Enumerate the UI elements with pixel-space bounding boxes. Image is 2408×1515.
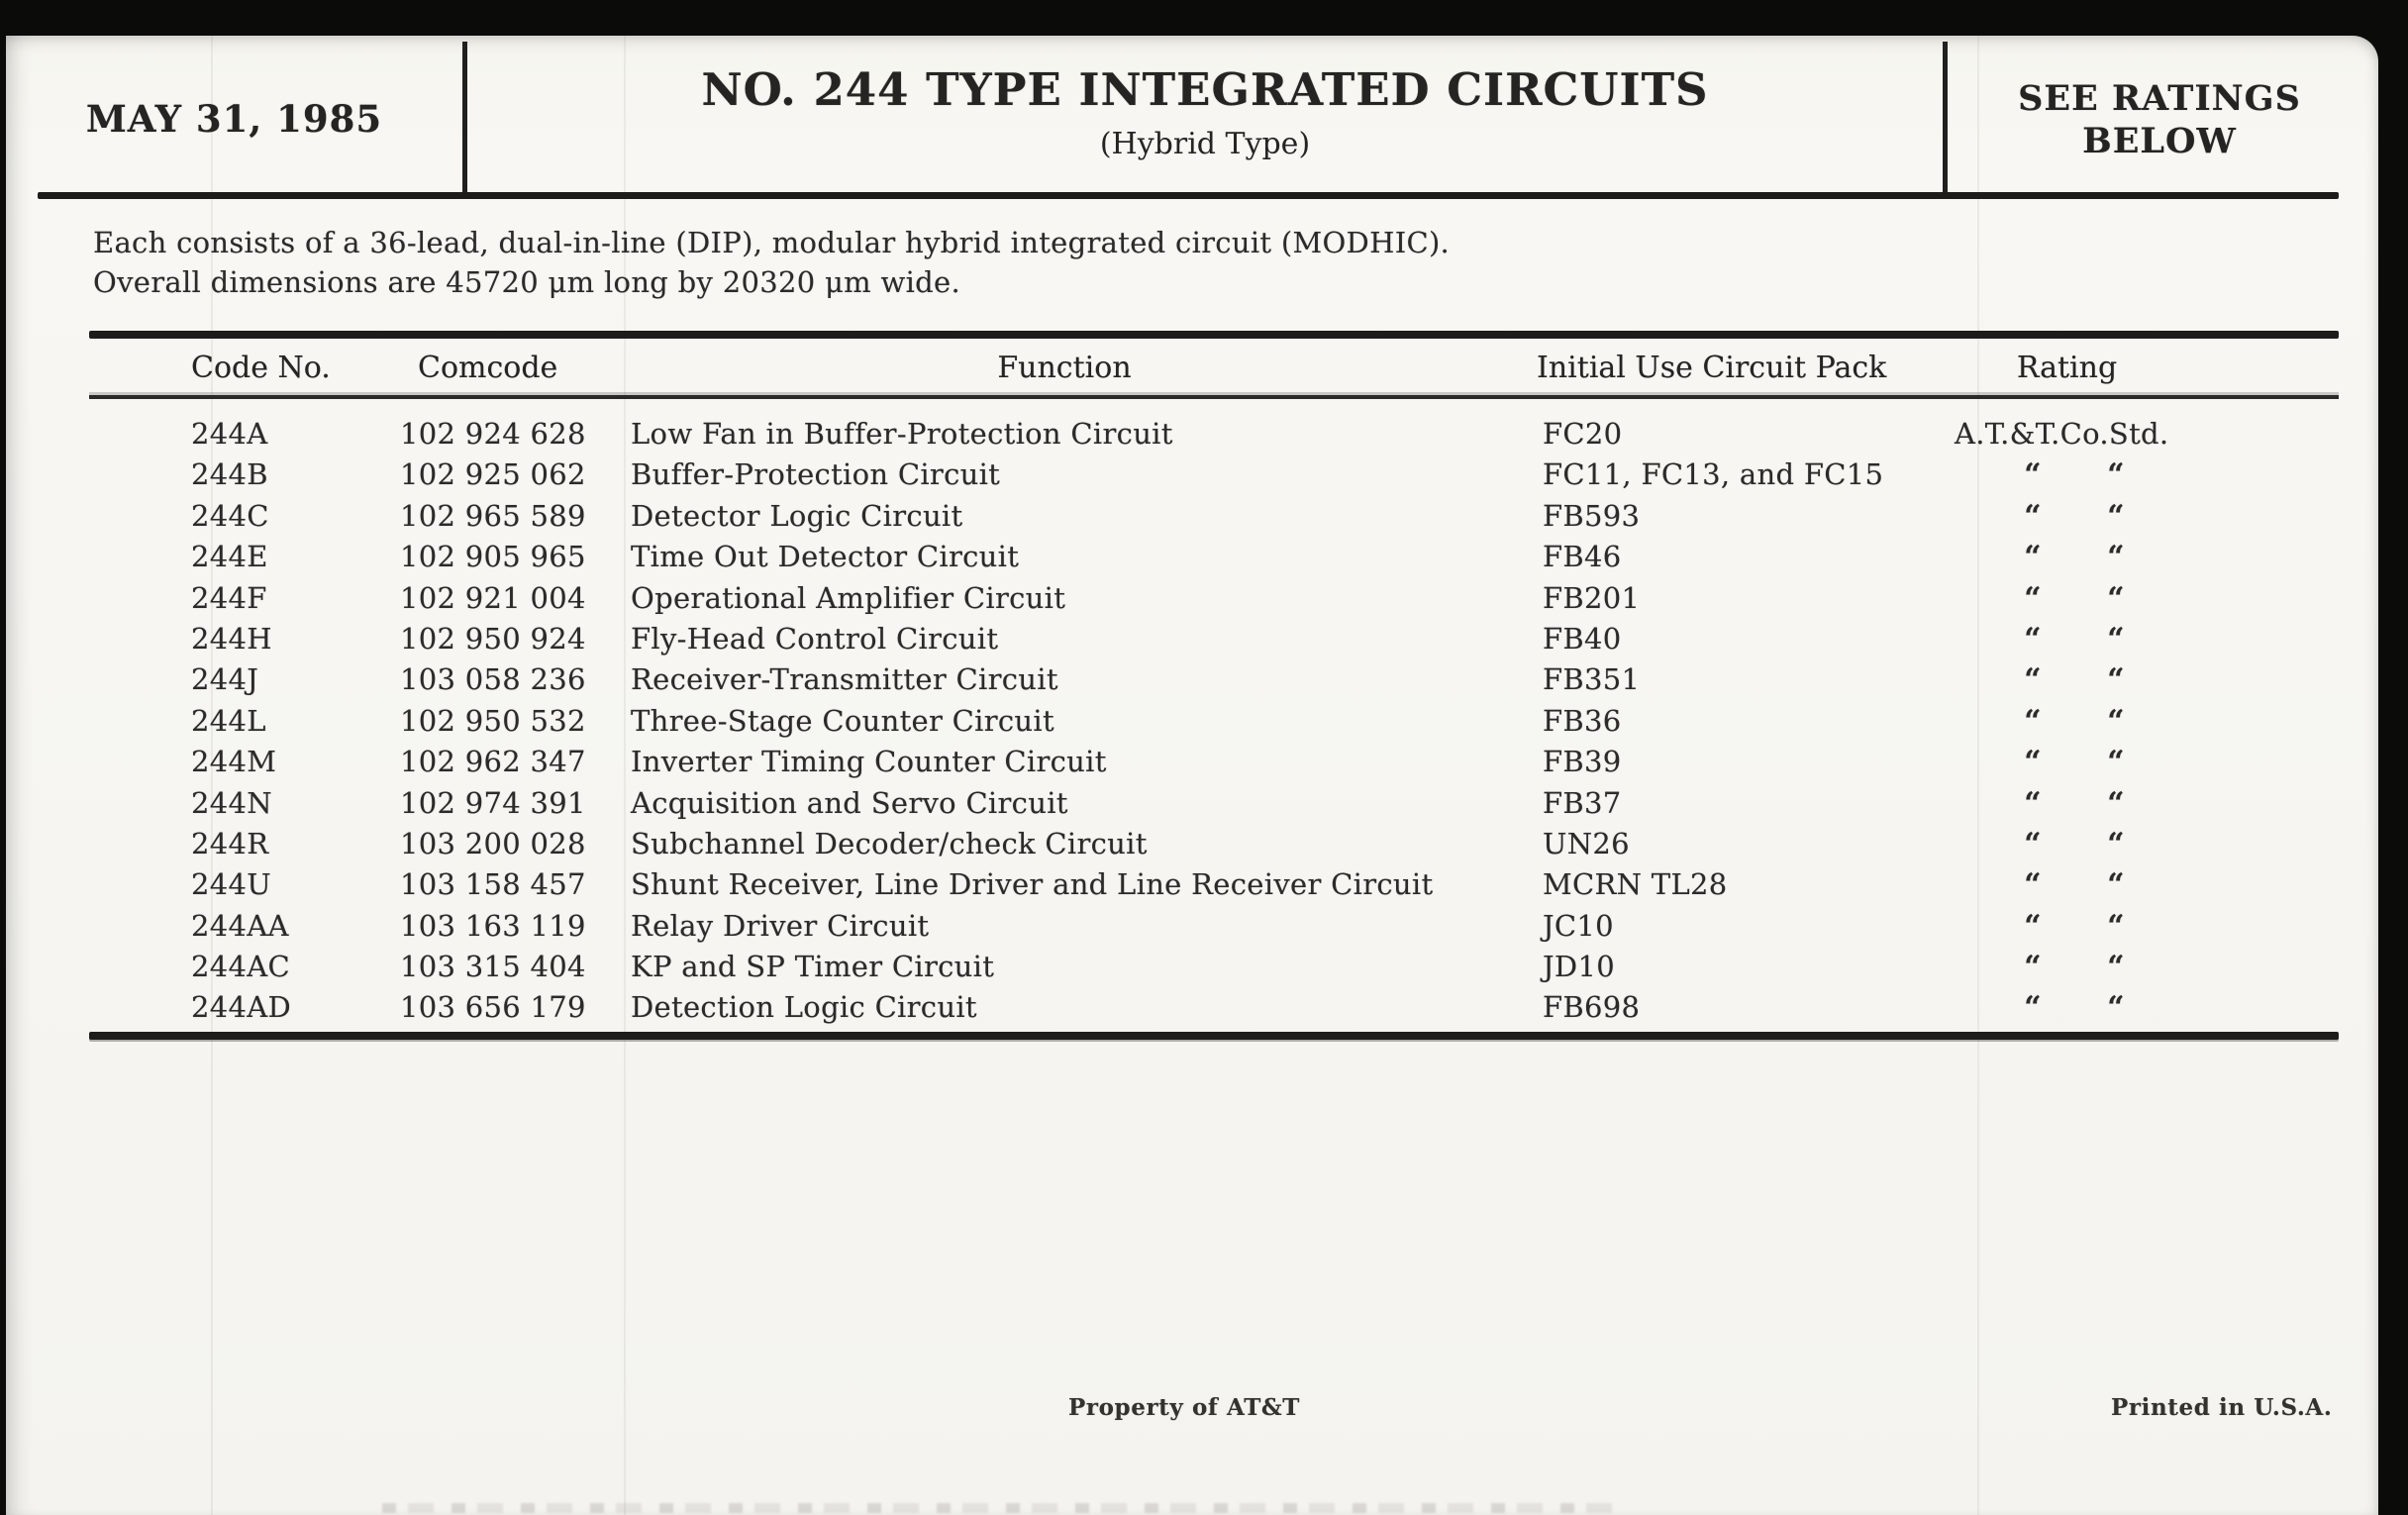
table-top-rule	[89, 331, 2339, 339]
rating-ditto-mark: “	[2024, 498, 2042, 534]
circuit-pack-cell: FC11, FC13, and FC15	[1543, 457, 1884, 492]
circuit-pack-cell: FB39	[1543, 745, 1622, 779]
table-row	[6, 864, 2378, 905]
circuit-pack-cell: FB201	[1543, 580, 1641, 615]
code-no-cell: 244H	[191, 621, 272, 656]
rating-ditto-mark: “	[2024, 621, 2042, 656]
comcode-cell: 102 950 924	[400, 621, 586, 656]
footer-property-notice: Property of AT&T	[1067, 1394, 1300, 1421]
code-no-cell: 244J	[191, 662, 259, 697]
comcode-cell: 103 158 457	[400, 867, 586, 902]
code-no-cell: 244L	[191, 703, 266, 738]
rating-ditto-mark: “	[2107, 990, 2125, 1026]
rating-ditto-mark: “	[2107, 540, 2125, 575]
document-date: MAY 31, 1985	[85, 97, 383, 141]
rating-ditto-mark: “	[2024, 745, 2042, 780]
function-cell: Detector Logic Circuit	[631, 498, 963, 533]
circuit-pack-cell: FB40	[1543, 621, 1622, 656]
rating-ditto-mark: “	[2107, 580, 2125, 616]
circuit-pack-cell: FB46	[1543, 540, 1622, 574]
code-no-cell: 244M	[191, 745, 277, 779]
intro-line1: Each consists of a 36-lead, dual-in-line (DIP), modular hybrid integrated circuit (MODHIC).	[93, 226, 1451, 259]
circuit-pack-cell: JC10	[1543, 908, 1614, 943]
intro-line2: Overall dimensions are 45720 μm long by 20320 μm wide.	[93, 265, 961, 299]
table-row	[6, 906, 2378, 947]
column-header-function: Function	[997, 351, 1132, 385]
circuit-pack-cell: FB36	[1543, 703, 1622, 738]
rating-ditto-mark: “	[2024, 908, 2042, 944]
rating-cell: A.T.&T.Co.Std.	[1955, 417, 2169, 451]
footer-printed-notice: Printed in U.S.A.	[2111, 1394, 2333, 1421]
function-cell: Inverter Timing Counter Circuit	[631, 745, 1107, 779]
function-cell: Detection Logic Circuit	[631, 990, 977, 1025]
table-header-row	[6, 351, 2378, 390]
circuit-pack-cell: UN26	[1543, 826, 1630, 860]
header-rule	[38, 192, 2339, 199]
column-header-circuit-pack: Initial Use Circuit Pack	[1537, 351, 1887, 385]
rating-ditto-mark: “	[2024, 950, 2042, 985]
comcode-cell: 102 905 965	[400, 540, 586, 574]
table-row	[6, 947, 2378, 987]
code-no-cell: 244AA	[191, 908, 289, 943]
code-no-cell: 244AD	[191, 990, 292, 1025]
rating-ditto-mark: “	[2107, 745, 2125, 780]
comcode-cell: 103 058 236	[400, 662, 586, 697]
function-cell: Receiver-Transmitter Circuit	[631, 662, 1058, 697]
table-row	[6, 987, 2378, 1028]
code-no-cell: 244U	[191, 867, 271, 902]
table-row	[6, 454, 2378, 495]
code-no-cell: 244N	[191, 785, 272, 820]
table-row	[6, 783, 2378, 824]
table-row	[6, 701, 2378, 742]
ratings-note-line2: BELOW	[2082, 121, 2237, 161]
rating-ditto-mark: “	[2107, 662, 2125, 698]
code-no-cell: 244B	[191, 457, 268, 492]
table-row	[6, 742, 2378, 782]
rating-ditto-mark: “	[2024, 867, 2042, 903]
table-bottom-rule	[89, 1032, 2339, 1040]
ratings-note	[1943, 77, 2376, 162]
rating-ditto-mark: “	[2107, 457, 2125, 493]
function-cell: Subchannel Decoder/check Circuit	[631, 826, 1148, 860]
circuit-pack-cell: MCRN TL28	[1543, 867, 1728, 902]
function-cell: Time Out Detector Circuit	[631, 540, 1020, 574]
comcode-cell: 103 163 119	[400, 908, 586, 943]
circuit-pack-cell: FC20	[1543, 417, 1623, 451]
document-page	[6, 36, 2378, 1515]
column-header-comcode: Comcode	[418, 351, 558, 385]
table-header-rule	[89, 395, 2339, 399]
scan-edge-artifact	[382, 1503, 1630, 1513]
rating-ditto-mark: “	[2024, 990, 2042, 1026]
circuit-pack-cell: FB593	[1543, 498, 1641, 533]
code-no-cell: 244A	[191, 417, 268, 451]
rating-ditto-mark: “	[2024, 785, 2042, 821]
column-header-rating: Rating	[2016, 351, 2118, 385]
page-subtitle: (Hybrid Type)	[1099, 127, 1311, 161]
function-cell: Acquisition and Servo Circuit	[631, 785, 1068, 820]
function-cell: Operational Amplifier Circuit	[631, 580, 1066, 615]
code-no-cell: 244AC	[191, 950, 290, 984]
table-row	[6, 619, 2378, 659]
function-cell: Three-Stage Counter Circuit	[631, 703, 1054, 738]
rating-ditto-mark: “	[2024, 662, 2042, 698]
circuit-pack-cell: JD10	[1543, 950, 1615, 984]
function-cell: Shunt Receiver, Line Driver and Line Receiver Circuit	[631, 867, 1434, 902]
function-cell: Low Fan in Buffer-Protection Circuit	[631, 417, 1173, 451]
comcode-cell: 102 974 391	[400, 785, 586, 820]
table-row	[6, 414, 2378, 454]
rating-ditto-mark: “	[2024, 580, 2042, 616]
code-no-cell: 244C	[191, 498, 269, 533]
function-cell: Fly-Head Control Circuit	[631, 621, 999, 656]
table-row	[6, 824, 2378, 864]
circuit-pack-cell: FB698	[1543, 990, 1641, 1025]
page-title: NO. 244 TYPE INTEGRATED CIRCUITS	[701, 63, 1709, 116]
circuit-pack-cell: FB351	[1543, 662, 1641, 697]
table-rows	[6, 414, 2378, 1029]
table-row	[6, 537, 2378, 577]
comcode-cell: 102 950 532	[400, 703, 586, 738]
column-header-code-no: Code No.	[191, 351, 331, 385]
circuit-pack-cell: FB37	[1543, 785, 1622, 820]
function-cell: Buffer-Protection Circuit	[631, 457, 1001, 492]
rating-ditto-mark: “	[2024, 826, 2042, 861]
ratings-note-line1: SEE RATINGS	[2018, 78, 2301, 119]
function-cell: KP and SP Timer Circuit	[631, 950, 995, 984]
comcode-cell: 102 962 347	[400, 745, 586, 779]
rating-ditto-mark: “	[2107, 703, 2125, 739]
rating-ditto-mark: “	[2107, 498, 2125, 534]
comcode-cell: 102 965 589	[400, 498, 586, 533]
rating-ditto-mark: “	[2107, 621, 2125, 656]
rating-ditto-mark: “	[2107, 785, 2125, 821]
function-cell: Relay Driver Circuit	[631, 908, 930, 943]
code-no-cell: 244E	[191, 540, 268, 574]
code-no-cell: 244F	[191, 580, 267, 615]
table-row	[6, 578, 2378, 619]
comcode-cell: 102 925 062	[400, 457, 586, 492]
rating-ditto-mark: “	[2024, 540, 2042, 575]
rating-ditto-mark: “	[2107, 950, 2125, 985]
table-row	[6, 659, 2378, 700]
rating-ditto-mark: “	[2107, 867, 2125, 903]
table-row	[6, 496, 2378, 537]
comcode-cell: 103 315 404	[400, 950, 586, 984]
comcode-cell: 102 924 628	[400, 417, 586, 451]
comcode-cell: 102 921 004	[400, 580, 586, 615]
rating-ditto-mark: “	[2107, 826, 2125, 861]
rating-ditto-mark: “	[2107, 908, 2125, 944]
rating-ditto-mark: “	[2024, 457, 2042, 493]
rating-ditto-mark: “	[2024, 703, 2042, 739]
comcode-cell: 103 200 028	[400, 826, 586, 860]
comcode-cell: 103 656 179	[400, 990, 586, 1025]
code-no-cell: 244R	[191, 826, 269, 860]
